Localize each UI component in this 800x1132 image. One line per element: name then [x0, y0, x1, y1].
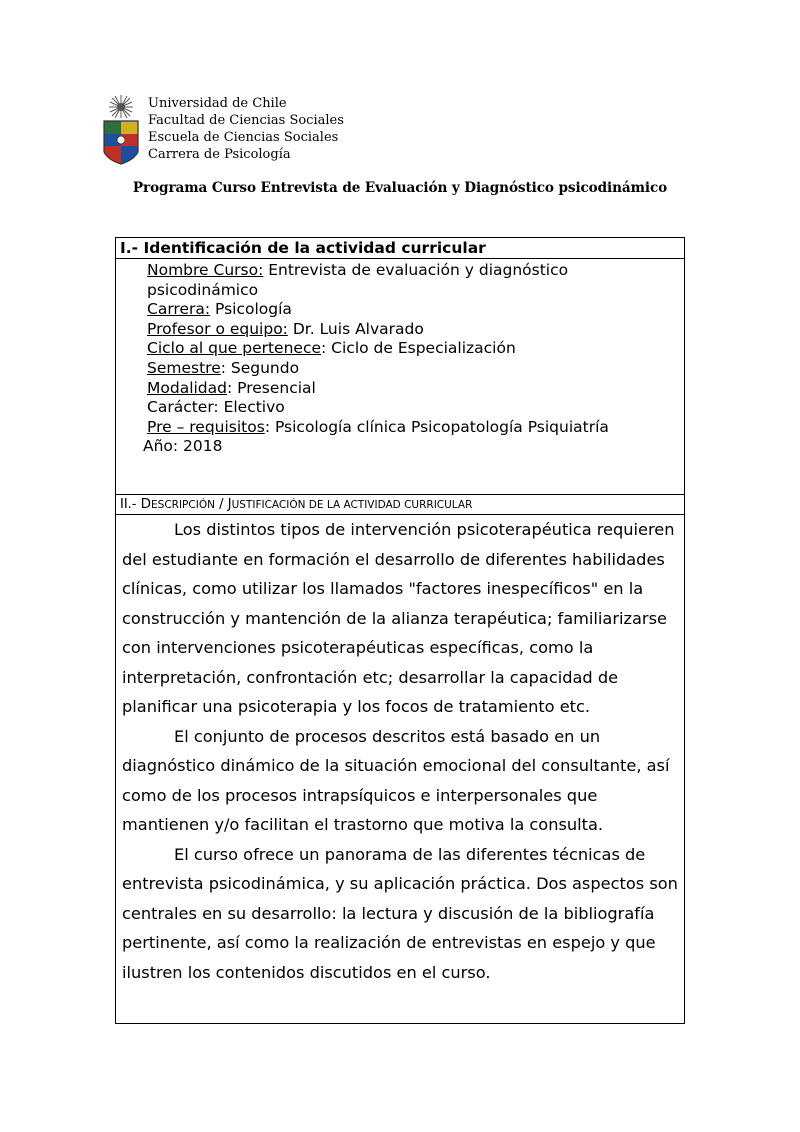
- field-label: Semestre: [147, 358, 221, 377]
- field-cycle: [147, 339, 684, 359]
- field-value: : Ciclo de Especialización: [321, 339, 516, 358]
- heading-word-justificacion: USTIFICACIÓN DE LA ACTIVIDAD CURRICULAR: [231, 499, 473, 511]
- text-line: diagnóstico dinámico de la situación emocional del consultante, así: [122, 756, 670, 775]
- field-value: : Segundo: [220, 358, 300, 377]
- field-career: [147, 300, 684, 320]
- identification-section: [115, 237, 685, 495]
- paragraph: [122, 722, 684, 840]
- field-semester: [147, 359, 684, 379]
- field-label: Carrera:: [147, 300, 211, 319]
- school-name: Escuela de Ciencias Sociales: [148, 130, 339, 145]
- document-title: Programa Curso Entrevista de Evaluación y Diagnóstico psicodinámico: [132, 180, 668, 196]
- text-line: centrales en su desarrollo: la lectura y discusión de la bibliografía: [122, 903, 655, 923]
- text-line: El conjunto de procesos descritos está basado en un: [174, 726, 601, 746]
- heading-word-descripcion: ESCRIPCIÓN: [151, 499, 215, 511]
- text-line: como de los procesos intrapsíquicos e interpersonales que: [122, 785, 598, 805]
- text-line: construcción y mantención de la alianza terapéutica; familiarizarse: [122, 608, 667, 628]
- shield-icon: [104, 121, 138, 164]
- field-modality: [147, 379, 684, 399]
- field-value: Dr. Luis Alvarado: [287, 319, 424, 338]
- paragraph: [122, 840, 684, 988]
- text-line: El curso ofrece un panorama de las diferentes técnicas de: [174, 844, 646, 864]
- description-body: [116, 515, 684, 987]
- text-line: del estudiante en formación el desarrollo de diferentes habilidades: [122, 549, 665, 569]
- text-line: clínicas, como utilizar los llamados "factores inespecíficos" en la: [122, 579, 644, 598]
- university-crest-logo: [100, 94, 142, 166]
- field-value: Psicología: [210, 300, 292, 319]
- field-label: Profesor o equipo:: [147, 319, 288, 338]
- text-line: con intervenciones psicoterapéuticas específicas, como la: [122, 638, 594, 657]
- university-name: Universidad de Chile: [148, 96, 287, 111]
- field-label: Modalidad: [147, 378, 227, 397]
- field-character: Carácter: Electivo: [147, 398, 285, 417]
- heading-initial-j: J: [227, 496, 232, 512]
- field-value: : Psicología clínica Psicopatología Psiquiatría: [264, 417, 609, 436]
- heading-slash: /: [214, 497, 228, 512]
- section1-heading: I.- Identificación de la actividad curricular: [116, 238, 684, 259]
- text-line: entrevista psicodinámica, y su aplicación práctica. Dos aspectos son: [122, 874, 678, 893]
- paragraph: [122, 515, 684, 722]
- text-line: interpretación, confrontación etc; desarrollar la capacidad de: [122, 667, 619, 687]
- field-value: : Presencial: [226, 378, 316, 397]
- text-line: ilustren los contenidos discutidos en el curso.: [122, 962, 491, 982]
- section2-heading: [116, 495, 684, 515]
- text-line: Los distintos tipos de intervención psicoterapéutica requieren: [174, 520, 675, 539]
- field-value: Entrevista de evaluación y diagnóstico: [263, 261, 569, 279]
- institution-names: [148, 95, 344, 163]
- field-label: Pre – requisitos: [147, 417, 265, 436]
- letterhead: [100, 94, 400, 166]
- field-prerequisites: [147, 418, 684, 438]
- faculty-name: Facultad de Ciencias Sociales: [148, 113, 344, 128]
- text-line: mantienen y/o facilitan el trastorno que motiva la consulta.: [122, 815, 604, 834]
- heading-initial-d: D: [140, 496, 152, 512]
- heading-number: II.-: [120, 497, 141, 512]
- field-year: Año: 2018: [143, 437, 223, 456]
- field-course-name-cont: psicodinámico: [147, 280, 259, 299]
- program-name: Carrera de Psicología: [148, 147, 291, 162]
- course-fields: [116, 259, 684, 457]
- text-line: pertinente, así como la realización de entrevistas en espejo y que: [122, 933, 656, 952]
- description-section: [115, 494, 685, 1024]
- sun-rays-icon: [109, 95, 133, 118]
- field-label: Ciclo al que pertenece: [147, 339, 322, 358]
- text-line: planificar una psicoterapia y los focos de tratamiento etc.: [122, 697, 591, 716]
- field-course-name: [147, 261, 684, 281]
- field-professor: [147, 320, 684, 340]
- field-label: Nombre Curso:: [147, 261, 264, 279]
